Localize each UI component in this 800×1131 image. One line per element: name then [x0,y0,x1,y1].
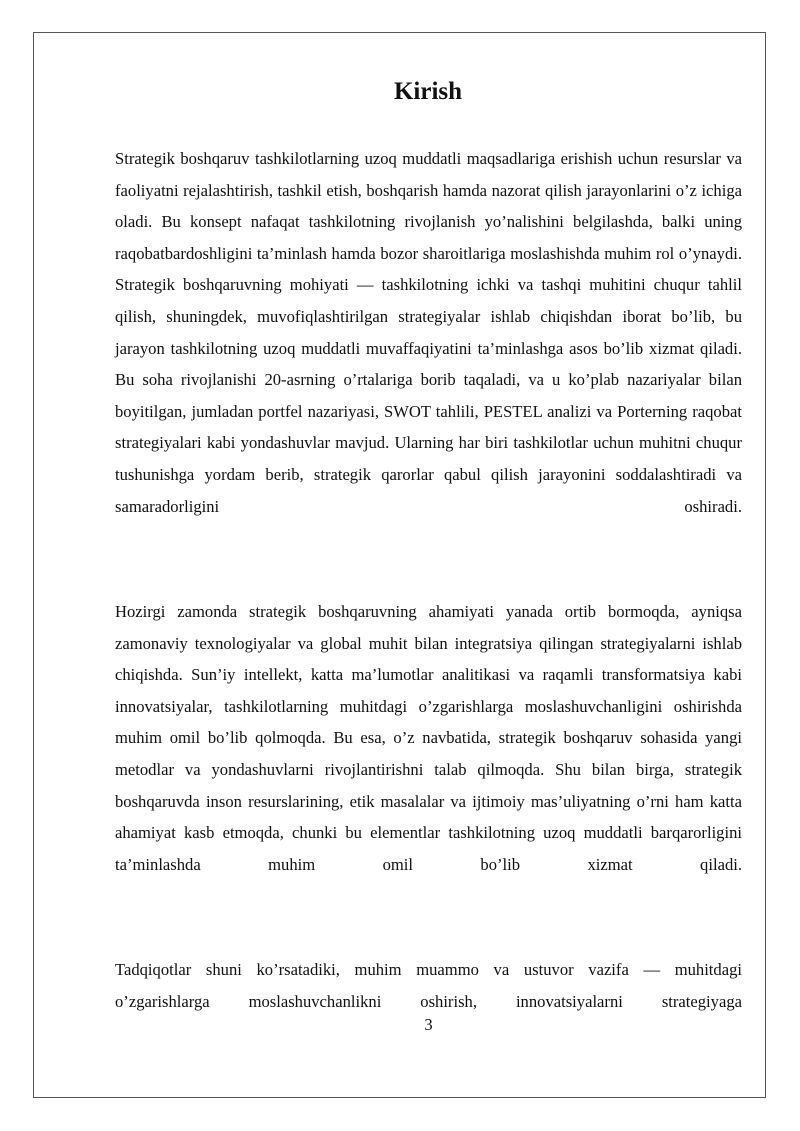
paragraph-2: Hozirgi zamonda strategik boshqaruvning ahamiyati yanada ortib bormoqda, ayniqsa zamonaviy texnologiyalar va global muhit bilan integratsiya qilingan strategiyalarni ishlab chiqishda. Sun’iy intellekt, katta ma’lumotlar analitikasi va raqamli transformatsiya kabi innovatsiyalar, tashkilotlarning muhitdagi o’zgarishlarga moslashuvchanligini oshirishda muhim omil bo’lib qolmoqda. Bu esa, o’z navbatida, strategik boshqaruv sohasida yangi metodlar va yondashuvlarni rivojlantirishni talab qilmoqda. Shu bilan birga, strategik boshqaruvda inson resurslarining, etik masalalar va ijtimoiy mas’uliyatning o’rni ham katta ahamiyat kasb etmoqda, chunki bu elementlar tashkilotning uzoq muddatli barqarorligini ta’minlashda muhim omil bo’lib xizmat qiladi. [115,602,742,874]
document-title: Kirish [393,78,463,105]
paragraph-1: Strategik boshqaruv tashkilotlarning uzoq muddatli maqsadlariga erishish uchun resurslar va faoliyatni rejalashtirish, tashkil etish, boshqarish hamda nazorat qilish jarayonlarini o’z ichiga oladi. Bu konsept nafaqat tashkilotning rivojlanish yo’nalishini belgilashda, balki uning raqobatbardoshligini ta’minlash hamda bozor sharoitlariga moslashishda muhim rol o’ynaydi. Strategik boshqaruvning mohiyati — tashkilotning ichki va tashqi muhitini chuqur tahlil qilish, shuningdek, muvofiqlashtirilgan strategiyalar ishlab chiqishdan iborat bo’lib, bu jarayon tashkilotning uzoq muddatli muvaffaqiyatini ta’minlashga asos bo’lib xizmat qiladi. Bu soha rivojlanishi 20-asrning o’rtalariga borib taqaladi, va u ko’plab nazariyalar bilan boyitilgan, jumladan portfel nazariyasi, SWOT tahlili, PESTEL analizi va Porterning raqobat strategiyalari kabi yondashuvlar mavjud. Ularning har biri tashkilotlar uchun muhitni chuqur tushunishga yordam berib, strategik qarorlar qabul qilish jarayonini soddalashtiradi va samaradorligini oshiradi. [115,149,742,516]
page-number: 3 [424,1015,433,1034]
paragraph-3: Tadqiqotlar shuni ko’rsatadiki, muhim muammo va ustuvor vazifa — muhitdagi o’zgarishlarga moslashuvchanlikni oshirish, innovatsiyalarni strategiyaga [115,960,742,1011]
